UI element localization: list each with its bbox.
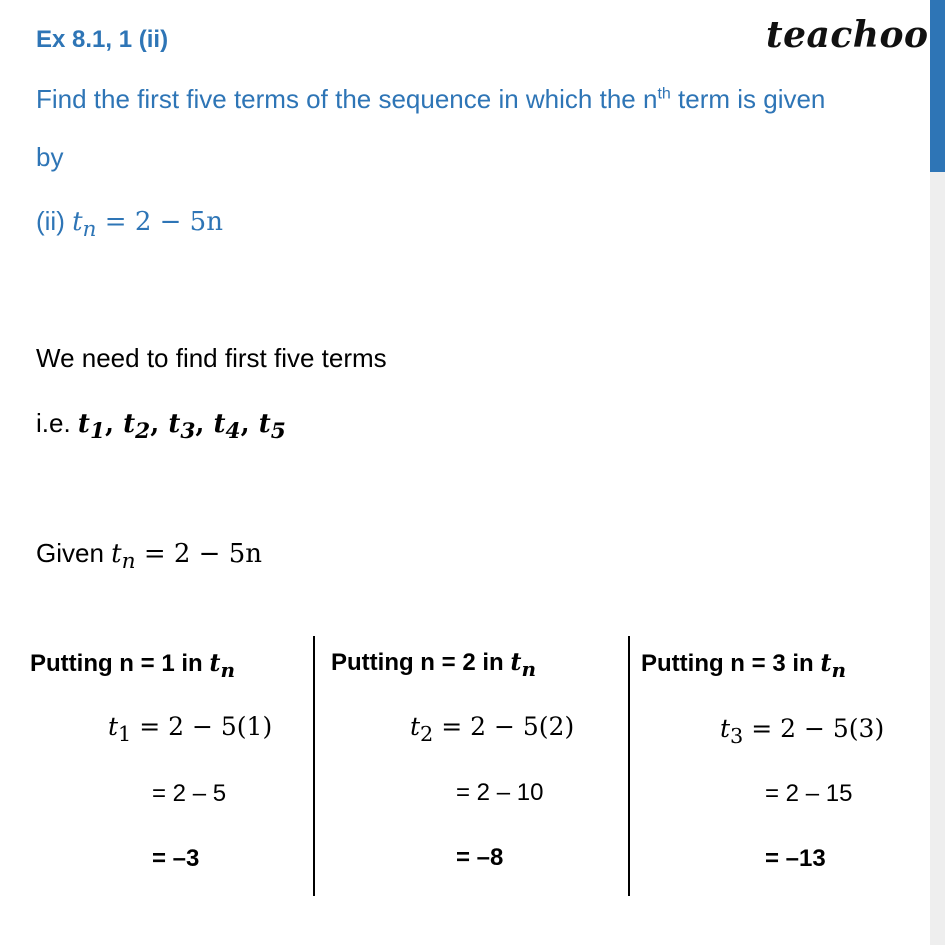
column-divider-2 [628, 636, 630, 896]
column-2-result: = –8 [456, 844, 504, 871]
formula: $t_n = 2 - 5n$ [72, 207, 223, 243]
column-2-equation: $t_2 = 2 - 5(2)$ [410, 712, 575, 746]
question-text-post: term is given [670, 84, 826, 114]
column-2-heading: Putting n = 2 in $t_n$ [331, 647, 536, 681]
question-formula [36, 206, 223, 242]
ie-label: i.e. [36, 408, 78, 438]
column-1-heading: Putting n = 1 in $t_n$ [30, 648, 235, 682]
question-text-pre: Find the first five terms of the sequence in which the n [36, 84, 658, 114]
column-1-result: = –3 [152, 845, 200, 872]
question-superscript: th [657, 85, 671, 103]
given-line [36, 538, 262, 574]
given-formula: $t_n = 2 - 5n$ [111, 539, 263, 575]
column-3-equation: $t_3 = 2 - 5(3)$ [720, 714, 885, 748]
column-1-step: = 2 – 5 [152, 780, 227, 807]
teachoo-logo: teachoo [766, 14, 929, 56]
question-line-2: by [36, 142, 64, 172]
given-label: Given [36, 538, 112, 568]
column-3-result: = –13 [765, 845, 826, 872]
terms-list: $t_1$, $t_2$, $t_3$, $t_4$, $t_5$ [77, 409, 286, 445]
need-statement: We need to find first five terms [36, 343, 387, 373]
part-label: (ii) [36, 206, 73, 236]
scrollbar-thumb[interactable] [930, 0, 945, 172]
column-1-equation: $t_1 = 2 - 5(1)$ [108, 712, 273, 746]
terms-line [36, 408, 286, 444]
question-line-1 [36, 84, 825, 115]
exercise-title: Ex 8.1, 1 (ii) [36, 26, 169, 53]
column-2-step: = 2 – 10 [456, 779, 544, 806]
column-3-heading: Putting n = 3 in $t_n$ [641, 648, 846, 682]
column-3-step: = 2 – 15 [765, 780, 853, 807]
column-divider-1 [313, 636, 315, 896]
